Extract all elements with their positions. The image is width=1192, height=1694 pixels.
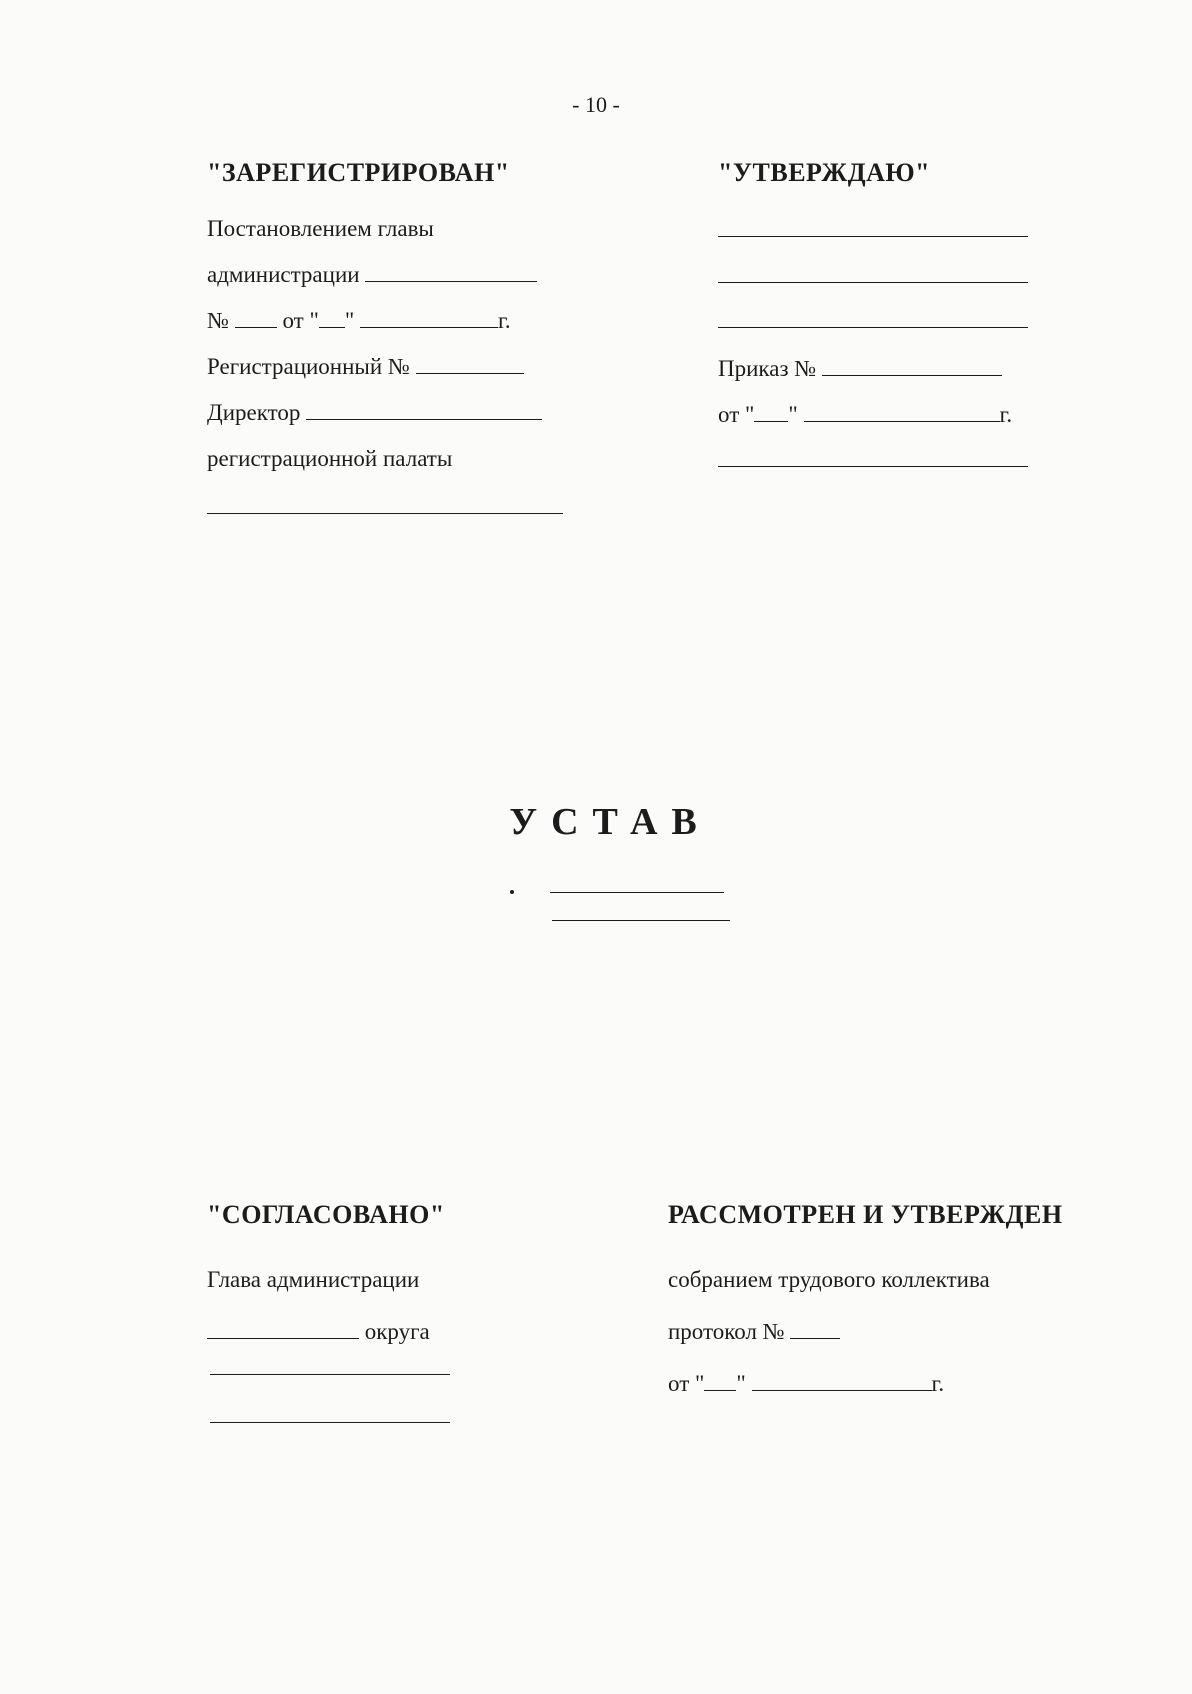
registered-month-blank[interactable] [360,301,498,328]
agreed-heading: "СОГЛАСОВАНО" [207,1200,445,1229]
reviewed-day-blank[interactable] [704,1364,736,1391]
page-number: - 10 - [572,92,620,117]
approve-heading: "УТВЕРЖДАЮ" [718,158,931,187]
registered-director-blank[interactable] [306,393,542,420]
registered-regnum-blank[interactable] [416,347,524,374]
reviewed-from-label: от " [668,1371,705,1396]
reviewed-protocol-label: протокол № [668,1319,785,1344]
registered-director-label: Директор [207,400,301,425]
approve-year-suffix: г. [999,402,1013,427]
reviewed-month-blank[interactable] [752,1364,932,1391]
approve-from-label: от " [718,402,755,427]
approve-rule-1[interactable] [718,236,1028,237]
approve-rule-2[interactable] [718,282,1028,283]
registered-regnum-label: Регистрационный № [207,354,410,379]
administration-blank[interactable] [365,255,537,282]
approve-day-blank[interactable] [754,395,788,422]
agreed-line1: Глава администрации [207,1267,420,1292]
approve-order-line [718,346,1078,392]
registered-signature-rule[interactable] [207,513,563,514]
title-rule-1[interactable] [550,892,724,893]
reviewed-protocol-blank[interactable] [790,1312,840,1339]
registered-year-suffix: г. [497,308,511,333]
agreed-district-label: округа [364,1319,430,1344]
registered-date-line [207,298,567,344]
registered-regnum-line [207,344,567,390]
approve-rule-3[interactable] [718,327,1028,328]
registered-day-blank[interactable] [319,301,345,328]
approve-order-blank[interactable] [822,349,1002,376]
agreed-rule-2[interactable] [210,1422,450,1423]
approve-month-blank[interactable] [804,395,1000,422]
reviewed-date-line [668,1358,1098,1410]
reviewed-block [668,1200,1098,1410]
registered-heading: "ЗАРЕГИСТРИРОВАН" [207,158,510,187]
title-dot [510,890,514,894]
document-title: УСТАВ [509,801,711,843]
reviewed-year-suffix: г. [931,1371,945,1396]
approve-block [718,158,1058,206]
registered-block [207,158,567,482]
registered-chamber-line: регистрационной палаты [207,446,453,471]
approve-quote-close: " [788,402,798,427]
reviewed-line1: собранием трудового коллектива [668,1267,990,1292]
registered-line1: Постановлением главы [207,216,434,241]
registered-from-label: от " [282,308,319,333]
approve-order-block [718,346,1078,438]
registered-director-line [207,390,567,436]
reviewed-protocol-line [668,1306,1098,1358]
registered-quote-close: " [344,308,355,333]
registered-no-label: № [207,308,229,333]
approve-order-label: Приказ № [718,356,817,381]
agreed-district-blank[interactable] [207,1312,359,1339]
agreed-block [207,1200,587,1358]
reviewed-heading: РАССМОТРЕН И УТВЕРЖДЕН [668,1200,1063,1229]
approve-signature-rule[interactable] [718,466,1028,467]
registered-line2-text: администрации [207,262,360,287]
agreed-rule-1[interactable] [210,1374,450,1375]
approve-date-line [718,392,1078,438]
title-rule-2[interactable] [552,920,730,921]
reviewed-quote-close: " [736,1371,746,1396]
registered-no-blank[interactable] [235,301,277,328]
agreed-district-line [207,1306,587,1358]
registered-line2 [207,252,567,298]
